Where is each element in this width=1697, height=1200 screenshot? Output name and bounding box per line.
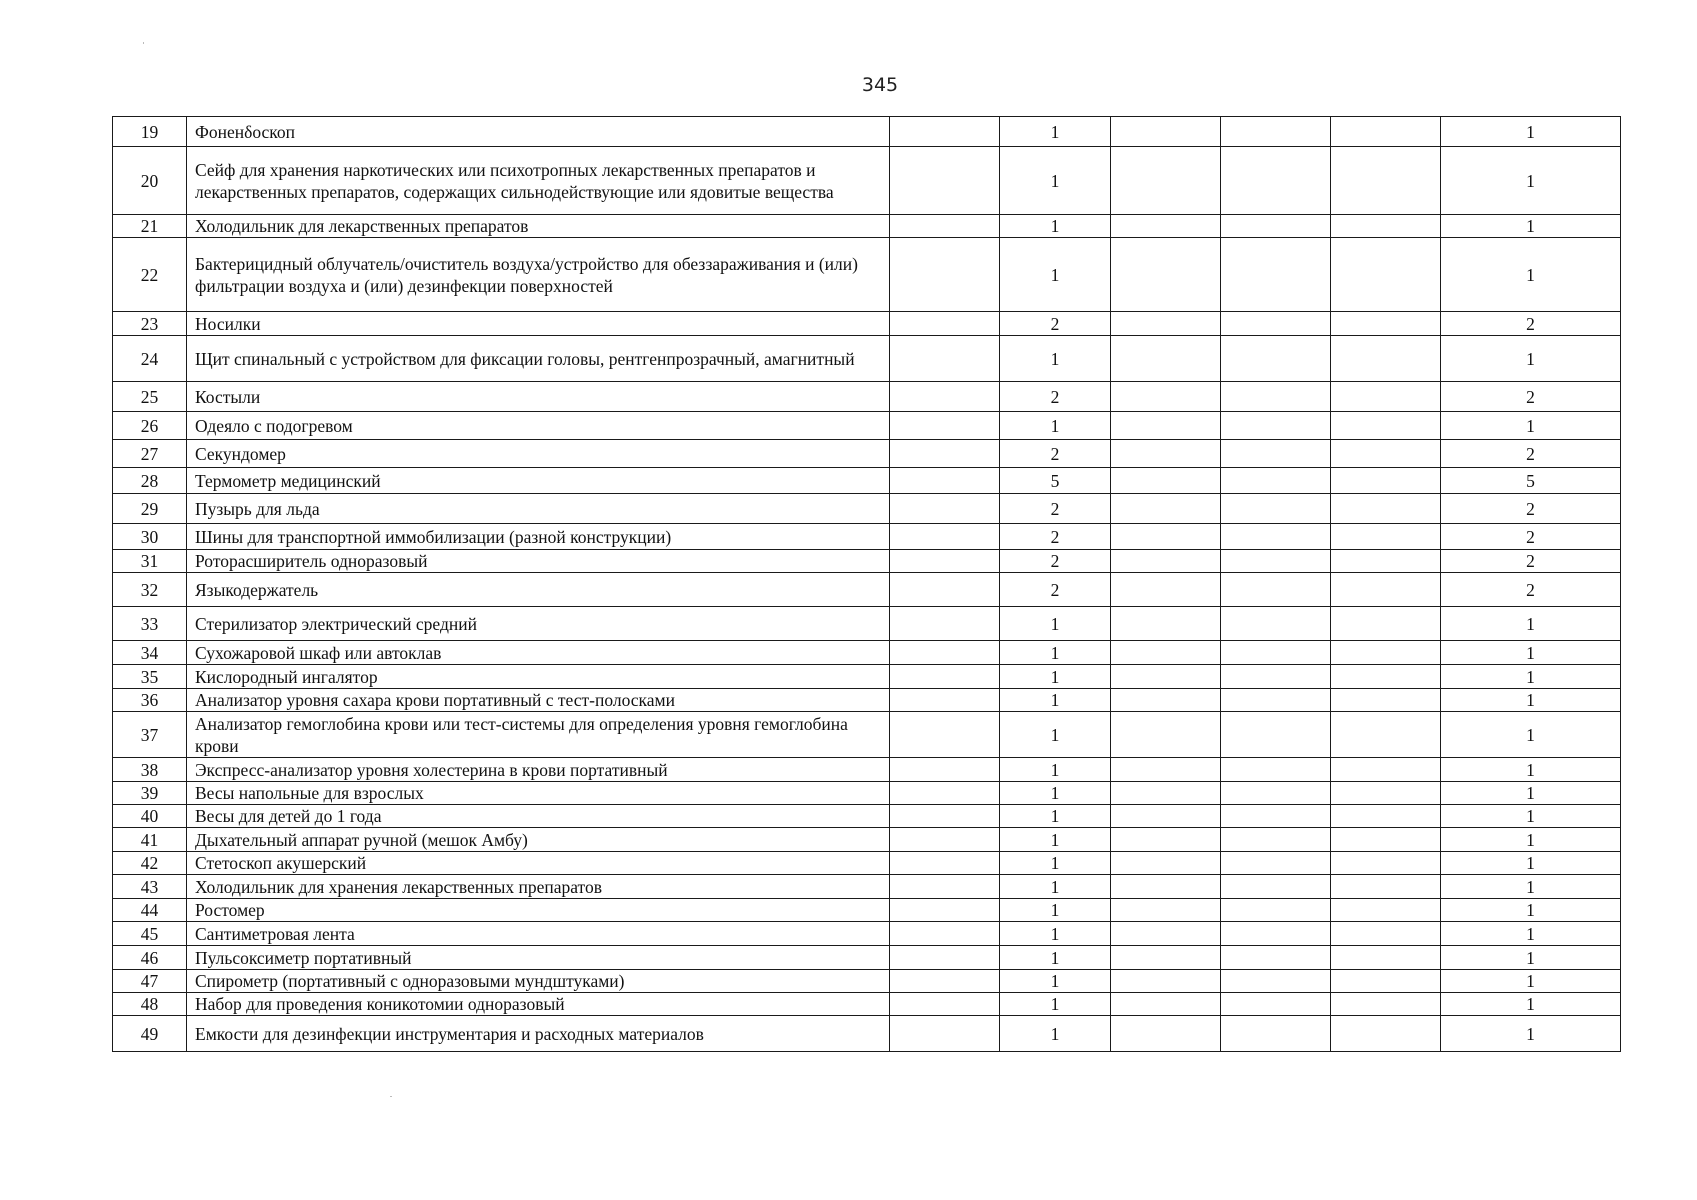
cell-col-3 (890, 412, 1000, 440)
quantity-total-cell: 1 (1441, 970, 1621, 993)
cell-col-7 (1331, 1016, 1441, 1052)
row-number: 26 (113, 412, 187, 440)
cell-col-7 (1331, 828, 1441, 852)
table-row (113, 665, 1621, 689)
quantity-cell: 1 (1000, 412, 1111, 440)
cell-col-3 (890, 468, 1000, 494)
table-body (113, 117, 1621, 1052)
cell-col-5 (1111, 922, 1221, 946)
cell-col-7 (1331, 993, 1441, 1016)
quantity-total-cell: 1 (1441, 147, 1621, 215)
equipment-name: Сейф для хранения наркотических или психотропных лекарственных препаратов и лекарственных препаратов, содержащих сильнодействующие или ядовитые вещества (187, 147, 890, 215)
row-number: 34 (113, 641, 187, 665)
cell-col-6 (1221, 993, 1331, 1016)
table-row (113, 147, 1621, 215)
quantity-cell: 1 (1000, 147, 1111, 215)
quantity-total-cell: 1 (1441, 215, 1621, 238)
quantity-cell: 1 (1000, 712, 1111, 758)
cell-col-7 (1331, 494, 1441, 524)
cell-col-5 (1111, 641, 1221, 665)
cell-col-6 (1221, 782, 1331, 805)
cell-col-3 (890, 993, 1000, 1016)
cell-col-7 (1331, 412, 1441, 440)
cell-col-5 (1111, 993, 1221, 1016)
table-row (113, 238, 1621, 312)
cell-col-3 (890, 805, 1000, 828)
cell-col-7 (1331, 147, 1441, 215)
cell-col-7 (1331, 117, 1441, 147)
equipment-name: Носилки (187, 312, 890, 336)
cell-col-5 (1111, 573, 1221, 607)
cell-col-5 (1111, 312, 1221, 336)
cell-col-6 (1221, 494, 1331, 524)
row-number: 23 (113, 312, 187, 336)
cell-col-7 (1331, 946, 1441, 970)
cell-col-6 (1221, 117, 1331, 147)
cell-col-6 (1221, 147, 1331, 215)
cell-col-5 (1111, 215, 1221, 238)
quantity-total-cell: 1 (1441, 899, 1621, 922)
table-row (113, 312, 1621, 336)
cell-col-7 (1331, 382, 1441, 412)
cell-col-5 (1111, 782, 1221, 805)
quantity-cell: 1 (1000, 607, 1111, 641)
quantity-cell: 1 (1000, 641, 1111, 665)
cell-col-7 (1331, 468, 1441, 494)
cell-col-6 (1221, 852, 1331, 875)
quantity-cell: 1 (1000, 993, 1111, 1016)
quantity-cell: 5 (1000, 468, 1111, 494)
equipment-name: Холодильник для лекарственных препаратов (187, 215, 890, 238)
cell-col-7 (1331, 336, 1441, 382)
cell-col-3 (890, 970, 1000, 993)
table-row (113, 993, 1621, 1016)
cell-col-5 (1111, 1016, 1221, 1052)
cell-col-7 (1331, 573, 1441, 607)
cell-col-6 (1221, 550, 1331, 573)
cell-col-3 (890, 238, 1000, 312)
row-number: 36 (113, 689, 187, 712)
cell-col-3 (890, 712, 1000, 758)
table-row (113, 607, 1621, 641)
table-row (113, 468, 1621, 494)
quantity-total-cell: 2 (1441, 494, 1621, 524)
table-row (113, 641, 1621, 665)
cell-col-6 (1221, 758, 1331, 782)
row-number: 27 (113, 440, 187, 468)
equipment-name: Ростомер (187, 899, 890, 922)
table-row (113, 573, 1621, 607)
table-row (113, 412, 1621, 440)
quantity-cell: 2 (1000, 494, 1111, 524)
cell-col-7 (1331, 782, 1441, 805)
cell-col-7 (1331, 805, 1441, 828)
cell-col-3 (890, 828, 1000, 852)
quantity-total-cell: 1 (1441, 828, 1621, 852)
quantity-total-cell: 5 (1441, 468, 1621, 494)
cell-col-5 (1111, 805, 1221, 828)
equipment-name: Фоненδоскоп (187, 117, 890, 147)
quantity-total-cell: 2 (1441, 440, 1621, 468)
cell-col-3 (890, 922, 1000, 946)
quantity-total-cell: 1 (1441, 1016, 1621, 1052)
quantity-total-cell: 1 (1441, 689, 1621, 712)
cell-col-6 (1221, 805, 1331, 828)
row-number: 49 (113, 1016, 187, 1052)
equipment-name: Шины для транспортной иммобилизации (разной конструкции) (187, 524, 890, 550)
cell-col-6 (1221, 665, 1331, 689)
quantity-total-cell: 1 (1441, 782, 1621, 805)
table-row (113, 382, 1621, 412)
cell-col-3 (890, 852, 1000, 875)
table-row (113, 689, 1621, 712)
quantity-cell: 1 (1000, 665, 1111, 689)
quantity-cell: 2 (1000, 382, 1111, 412)
cell-col-5 (1111, 852, 1221, 875)
cell-col-7 (1331, 712, 1441, 758)
equipment-name: Кислородный ингалятор (187, 665, 890, 689)
quantity-cell: 1 (1000, 336, 1111, 382)
quantity-cell: 1 (1000, 238, 1111, 312)
table-row (113, 852, 1621, 875)
quantity-total-cell: 1 (1441, 852, 1621, 875)
cell-col-3 (890, 641, 1000, 665)
cell-col-5 (1111, 689, 1221, 712)
quantity-cell: 2 (1000, 312, 1111, 336)
equipment-name: Экспресс-анализатор уровня холестерина в крови портативный (187, 758, 890, 782)
row-number: 35 (113, 665, 187, 689)
row-number: 39 (113, 782, 187, 805)
quantity-total-cell: 1 (1441, 993, 1621, 1016)
row-number: 24 (113, 336, 187, 382)
cell-col-6 (1221, 828, 1331, 852)
cell-col-7 (1331, 665, 1441, 689)
cell-col-6 (1221, 970, 1331, 993)
equipment-name: Емкости для дезинфекции инструментария и расходных материалов (187, 1016, 890, 1052)
scan-artifact (390, 1096, 392, 1097)
cell-col-5 (1111, 336, 1221, 382)
quantity-total-cell: 1 (1441, 336, 1621, 382)
cell-col-3 (890, 440, 1000, 468)
row-number: 37 (113, 712, 187, 758)
cell-col-3 (890, 665, 1000, 689)
equipment-table (112, 116, 1621, 1052)
row-number: 28 (113, 468, 187, 494)
cell-col-7 (1331, 970, 1441, 993)
cell-col-7 (1331, 899, 1441, 922)
quantity-cell: 1 (1000, 852, 1111, 875)
equipment-name: Спирометр (портативный с одноразовыми мундштуками) (187, 970, 890, 993)
quantity-cell: 1 (1000, 117, 1111, 147)
cell-col-6 (1221, 922, 1331, 946)
row-number: 20 (113, 147, 187, 215)
row-number: 38 (113, 758, 187, 782)
cell-col-5 (1111, 665, 1221, 689)
cell-col-5 (1111, 607, 1221, 641)
row-number: 43 (113, 875, 187, 899)
cell-col-6 (1221, 875, 1331, 899)
cell-col-7 (1331, 689, 1441, 712)
row-number: 44 (113, 899, 187, 922)
cell-col-3 (890, 573, 1000, 607)
equipment-name: Термометр медицинский (187, 468, 890, 494)
equipment-name: Языкодержатель (187, 573, 890, 607)
cell-col-6 (1221, 336, 1331, 382)
row-number: 25 (113, 382, 187, 412)
table-row (113, 117, 1621, 147)
cell-col-3 (890, 336, 1000, 382)
cell-col-7 (1331, 524, 1441, 550)
cell-col-6 (1221, 524, 1331, 550)
table-row (113, 524, 1621, 550)
cell-col-3 (890, 382, 1000, 412)
row-number: 21 (113, 215, 187, 238)
cell-col-3 (890, 312, 1000, 336)
scan-artifact (143, 42, 144, 44)
cell-col-5 (1111, 758, 1221, 782)
quantity-total-cell: 2 (1441, 312, 1621, 336)
table-row (113, 970, 1621, 993)
row-number: 40 (113, 805, 187, 828)
quantity-cell: 1 (1000, 828, 1111, 852)
quantity-cell: 2 (1000, 440, 1111, 468)
table-row (113, 712, 1621, 758)
row-number: 32 (113, 573, 187, 607)
equipment-name: Пульсоксиметр портативный (187, 946, 890, 970)
cell-col-7 (1331, 875, 1441, 899)
table-row (113, 805, 1621, 828)
cell-col-3 (890, 215, 1000, 238)
table-row (113, 440, 1621, 468)
cell-col-3 (890, 117, 1000, 147)
row-number: 19 (113, 117, 187, 147)
cell-col-7 (1331, 852, 1441, 875)
quantity-total-cell: 1 (1441, 607, 1621, 641)
table-row (113, 899, 1621, 922)
quantity-total-cell: 1 (1441, 805, 1621, 828)
table-row (113, 494, 1621, 524)
cell-col-6 (1221, 712, 1331, 758)
cell-col-3 (890, 1016, 1000, 1052)
quantity-cell: 2 (1000, 524, 1111, 550)
quantity-total-cell: 1 (1441, 875, 1621, 899)
cell-col-5 (1111, 382, 1221, 412)
cell-col-6 (1221, 607, 1331, 641)
cell-col-7 (1331, 922, 1441, 946)
table-row (113, 758, 1621, 782)
quantity-cell: 2 (1000, 550, 1111, 573)
quantity-total-cell: 1 (1441, 946, 1621, 970)
cell-col-5 (1111, 412, 1221, 440)
quantity-cell: 2 (1000, 573, 1111, 607)
cell-col-3 (890, 782, 1000, 805)
cell-col-6 (1221, 946, 1331, 970)
table-row (113, 875, 1621, 899)
quantity-total-cell: 1 (1441, 665, 1621, 689)
cell-col-6 (1221, 238, 1331, 312)
cell-col-7 (1331, 758, 1441, 782)
cell-col-7 (1331, 312, 1441, 336)
cell-col-6 (1221, 689, 1331, 712)
row-number: 47 (113, 970, 187, 993)
quantity-cell: 1 (1000, 946, 1111, 970)
row-number: 29 (113, 494, 187, 524)
equipment-name: Набор для проведения коникотомии одноразовый (187, 993, 890, 1016)
table-row (113, 215, 1621, 238)
quantity-cell: 1 (1000, 215, 1111, 238)
quantity-total-cell: 1 (1441, 712, 1621, 758)
table-row (113, 336, 1621, 382)
equipment-name: Бактерицидный облучатель/очиститель воздуха/устройство для обеззараживания и (или) фильтрации воздуха и (или) дезинфекции поверхностей (187, 238, 890, 312)
cell-col-7 (1331, 215, 1441, 238)
cell-col-3 (890, 550, 1000, 573)
table-row (113, 782, 1621, 805)
equipment-name: Весы для детей до 1 года (187, 805, 890, 828)
row-number: 22 (113, 238, 187, 312)
cell-col-7 (1331, 440, 1441, 468)
quantity-total-cell: 1 (1441, 238, 1621, 312)
cell-col-3 (890, 494, 1000, 524)
quantity-cell: 1 (1000, 689, 1111, 712)
equipment-name: Анализатор гемоглобина крови или тест-системы для определения уровня гемоглобина крови (187, 712, 890, 758)
quantity-total-cell: 1 (1441, 117, 1621, 147)
cell-col-3 (890, 524, 1000, 550)
quantity-cell: 1 (1000, 1016, 1111, 1052)
quantity-total-cell: 1 (1441, 922, 1621, 946)
equipment-name: Секундомер (187, 440, 890, 468)
equipment-name: Стетоскоп акушерский (187, 852, 890, 875)
cell-col-6 (1221, 215, 1331, 238)
quantity-cell: 1 (1000, 875, 1111, 899)
table-row (113, 1016, 1621, 1052)
cell-col-6 (1221, 412, 1331, 440)
equipment-name: Сухожаровой шкаф или автоклав (187, 641, 890, 665)
equipment-name: Стерилизатор электрический средний (187, 607, 890, 641)
equipment-name: Весы напольные для взрослых (187, 782, 890, 805)
cell-col-5 (1111, 899, 1221, 922)
quantity-cell: 1 (1000, 899, 1111, 922)
cell-col-5 (1111, 875, 1221, 899)
cell-col-3 (890, 607, 1000, 641)
cell-col-6 (1221, 382, 1331, 412)
cell-col-5 (1111, 828, 1221, 852)
row-number: 30 (113, 524, 187, 550)
row-number: 33 (113, 607, 187, 641)
cell-col-3 (890, 946, 1000, 970)
row-number: 41 (113, 828, 187, 852)
cell-col-5 (1111, 712, 1221, 758)
equipment-name: Холодильник для хранения лекарственных препаратов (187, 875, 890, 899)
quantity-cell: 1 (1000, 758, 1111, 782)
equipment-name: Роторасширитель одноразовый (187, 550, 890, 573)
quantity-cell: 1 (1000, 970, 1111, 993)
cell-col-7 (1331, 550, 1441, 573)
quantity-total-cell: 1 (1441, 641, 1621, 665)
cell-col-5 (1111, 238, 1221, 312)
cell-col-7 (1331, 607, 1441, 641)
table-row (113, 828, 1621, 852)
quantity-total-cell: 2 (1441, 524, 1621, 550)
row-number: 45 (113, 922, 187, 946)
cell-col-7 (1331, 641, 1441, 665)
cell-col-5 (1111, 524, 1221, 550)
cell-col-3 (890, 689, 1000, 712)
cell-col-3 (890, 899, 1000, 922)
row-number: 31 (113, 550, 187, 573)
equipment-name: Одеяло с подогревом (187, 412, 890, 440)
equipment-name: Анализатор уровня сахара крови портативный с тест-полосками (187, 689, 890, 712)
equipment-name: Пузырь для льда (187, 494, 890, 524)
cell-col-5 (1111, 147, 1221, 215)
cell-col-6 (1221, 899, 1331, 922)
page-number: 345 (861, 74, 899, 96)
cell-col-5 (1111, 970, 1221, 993)
cell-col-3 (890, 758, 1000, 782)
cell-col-6 (1221, 468, 1331, 494)
equipment-name: Сантиметровая лента (187, 922, 890, 946)
quantity-total-cell: 1 (1441, 758, 1621, 782)
equipment-name: Дыхательный аппарат ручной (мешок Амбу) (187, 828, 890, 852)
cell-col-5 (1111, 494, 1221, 524)
cell-col-5 (1111, 440, 1221, 468)
cell-col-5 (1111, 550, 1221, 573)
quantity-cell: 1 (1000, 922, 1111, 946)
cell-col-3 (890, 875, 1000, 899)
cell-col-5 (1111, 468, 1221, 494)
equipment-name: Щит спинальный с устройством для фиксации головы, рентгенпрозрачный, амагнитный (187, 336, 890, 382)
cell-col-7 (1331, 238, 1441, 312)
table-row (113, 922, 1621, 946)
cell-col-6 (1221, 440, 1331, 468)
quantity-total-cell: 1 (1441, 412, 1621, 440)
cell-col-6 (1221, 1016, 1331, 1052)
cell-col-5 (1111, 117, 1221, 147)
quantity-total-cell: 2 (1441, 550, 1621, 573)
row-number: 42 (113, 852, 187, 875)
table-row (113, 550, 1621, 573)
quantity-total-cell: 2 (1441, 382, 1621, 412)
cell-col-3 (890, 147, 1000, 215)
cell-col-6 (1221, 573, 1331, 607)
cell-col-5 (1111, 946, 1221, 970)
cell-col-6 (1221, 312, 1331, 336)
cell-col-6 (1221, 641, 1331, 665)
quantity-total-cell: 2 (1441, 573, 1621, 607)
table-row (113, 946, 1621, 970)
quantity-cell: 1 (1000, 782, 1111, 805)
equipment-name: Костыли (187, 382, 890, 412)
row-number: 48 (113, 993, 187, 1016)
quantity-cell: 1 (1000, 805, 1111, 828)
row-number: 46 (113, 946, 187, 970)
